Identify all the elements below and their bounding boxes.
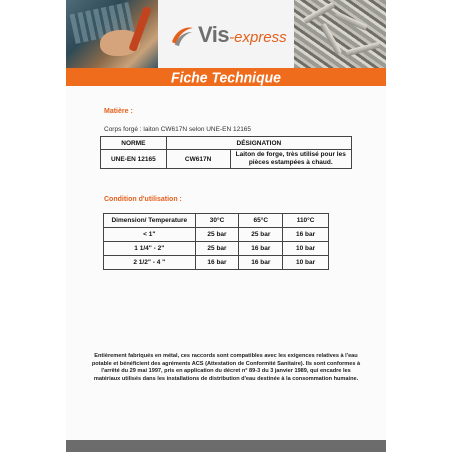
- brand-suffix: -express: [229, 29, 287, 46]
- screws-photo: [294, 0, 386, 68]
- header-banner: [66, 0, 386, 68]
- bolt: [334, 11, 367, 31]
- table-cell: 16 bar: [195, 256, 239, 270]
- norme-table: [100, 136, 352, 169]
- conditions-label: Condition d'utilisation :: [104, 196, 182, 203]
- table-header-cell: DÉSIGNATION: [166, 137, 351, 150]
- table-row: [104, 256, 329, 270]
- table-row: [104, 242, 329, 256]
- table-row: [104, 228, 329, 242]
- table-header-cell: 65°C: [239, 214, 283, 228]
- brand-name: [198, 22, 287, 51]
- table-row: [101, 150, 352, 169]
- document-sheet: [66, 0, 386, 452]
- bolt: [320, 23, 342, 55]
- table-cell: 16 bar: [283, 228, 329, 242]
- tools-photo: [66, 0, 158, 68]
- table-cell: Laiton de forge, très utilisé pour les pièces estampées à chaud.: [230, 150, 352, 169]
- table-cell: 16 bar: [239, 242, 283, 256]
- table-cell: 25 bar: [239, 228, 283, 242]
- title-bar: [66, 68, 386, 86]
- table-cell: 16 bar: [239, 256, 283, 270]
- table-cell: 25 bar: [195, 242, 239, 256]
- table-header-cell: 110°C: [283, 214, 329, 228]
- brand-swoosh-icon: [170, 24, 194, 48]
- table-cell: 10 bar: [283, 242, 329, 256]
- table-cell: 10 bar: [283, 256, 329, 270]
- table-header-row: [104, 214, 329, 228]
- conditions-table: [103, 213, 329, 270]
- matiere-label: Matière :: [104, 108, 133, 115]
- table-cell: 1 1/4" - 2": [104, 242, 196, 256]
- table-header-cell: Dimension/ Temperature: [104, 214, 196, 228]
- table-cell: 2 1/2" - 4 ": [104, 256, 196, 270]
- table-cell: 25 bar: [195, 228, 239, 242]
- footer-bar: [66, 440, 386, 452]
- table-cell: CW617N: [166, 150, 230, 169]
- compliance-text: Entièrement fabriqués en métal, ces raccords sont compatibles avec les exigences relatives à l'eau potable et bénéficient des agréments ACS (Attestation de Conformité Sanitaire). Ils sont conformes à l'arrêté du 29 mai 1997, pris en application du décret n° 89-3 du 3 janvier 1989, qui encadre les matériaux utilisés dans les installations de distribution d'eau destinée à la consommation humaine.: [91, 353, 361, 382]
- page-title: Fiche Technique: [171, 68, 281, 86]
- brand-main: Vis: [198, 22, 230, 47]
- table-cell: UNE-EN 12165: [101, 150, 167, 169]
- table-header-row: [101, 137, 352, 150]
- table-header-cell: 30°C: [195, 214, 239, 228]
- bolt: [303, 2, 335, 24]
- table-header-cell: NORME: [101, 137, 167, 150]
- table-cell: < 1": [104, 228, 196, 242]
- matiere-description: Corps forgé : laiton CW617N selon UNE-EN 12165: [104, 126, 252, 133]
- bolt: [346, 42, 380, 57]
- brand-logo: [170, 22, 290, 50]
